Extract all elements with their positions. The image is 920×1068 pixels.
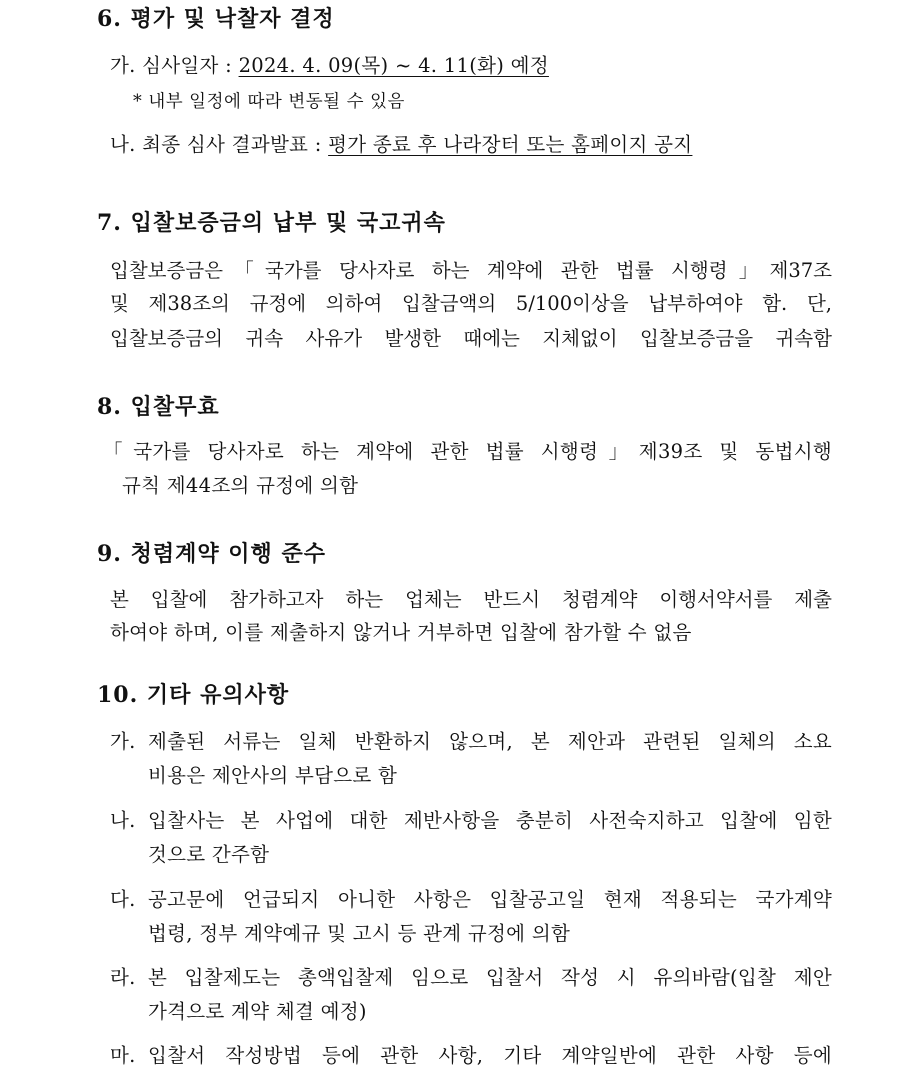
section-10-item-d-mark: 라. — [110, 966, 136, 989]
section-7-line-2: 및 제38조의 규정에 의하여 입찰금액의 5/100이상을 납부하여야 함. 단, — [110, 292, 832, 315]
section-10-item-c-line-2: 법령, 정부 계약예규 및 고시 등 관계 규정에 의함 — [148, 922, 571, 945]
section-6-item-a — [110, 50, 549, 78]
schedule-change-note: * 내부 일정에 따라 변동될 수 있음 — [133, 92, 405, 112]
section-10-heading: 10. 기타 유의사항 — [97, 682, 290, 708]
section-10-item-d-line-2: 가격으로 계약 체결 예정) — [148, 1000, 367, 1023]
section-10-item-a-mark: 가. — [110, 730, 136, 753]
section-10-item-c-line-1: 공고문에 언급되지 아니한 사항은 입찰공고일 현재 적용되는 국가계약 — [148, 888, 832, 911]
result-announce-label: 나. 최종 심사 결과발표 : — [110, 133, 322, 156]
section-8-heading: 8. 입찰무효 — [97, 394, 220, 420]
section-9-line-2: 하여야 하며, 이를 제출하지 않거나 거부하면 입찰에 참가할 수 없음 — [110, 621, 692, 644]
section-10-item-b-mark: 나. — [110, 809, 136, 832]
section-10-item-a-line-1: 제출된 서류는 일체 반환하지 않으며, 본 제안과 관련된 일체의 소요 — [148, 730, 832, 753]
review-date-value: 2024. 4. 09(목) ~ 4. 11(화) 예정 — [238, 54, 549, 77]
section-10-item-e-line-1: 입찰서 작성방법 등에 관한 사항, 기타 계약일반에 관한 사항 등에 — [148, 1044, 832, 1067]
section-9-heading: 9. 청렴계약 이행 준수 — [97, 541, 326, 567]
section-10-item-c-mark: 다. — [110, 888, 136, 911]
section-6-heading: 6. 평가 및 낙찰자 결정 — [97, 6, 335, 32]
section-7-line-1: 입찰보증금은「국가를 당사자로 하는 계약에 관한 법률 시행령」제37조 — [110, 259, 832, 282]
section-7-heading: 7. 입찰보증금의 납부 및 국고귀속 — [97, 210, 446, 236]
section-8-line-2: 규칙 제44조의 규정에 의함 — [122, 474, 359, 497]
section-10-item-b-line-1: 입찰사는 본 사업에 대한 제반사항을 충분히 사전숙지하고 입찰에 임한 — [148, 809, 832, 832]
section-10-item-d-line-1: 본 입찰제도는 총액입찰제 임으로 입찰서 작성 시 유의바람(입찰 제안 — [148, 966, 832, 989]
section-9-line-1: 본 입찰에 참가하고자 하는 업체는 반드시 청렴계약 이행서약서를 제출 — [110, 588, 832, 611]
section-6-item-b — [110, 129, 692, 157]
section-10-item-a-line-2: 비용은 제안사의 부담으로 함 — [148, 764, 398, 787]
section-7-line-3: 입찰보증금의 귀속 사유가 발생한 때에는 지체없이 입찰보증금을 귀속함 — [110, 327, 832, 350]
result-announce-value: 평가 종료 후 나라장터 또는 홈페이지 공지 — [328, 133, 693, 156]
section-8-line-1: 「국가를 당사자로 하는 계약에 관한 법률 시행령」제39조 및 동법시행 — [103, 440, 832, 463]
review-date-label: 가. 심사일자 : — [110, 54, 233, 77]
section-10-item-e-mark: 마. — [110, 1044, 136, 1067]
section-10-item-b-line-2: 것으로 간주함 — [148, 843, 270, 866]
